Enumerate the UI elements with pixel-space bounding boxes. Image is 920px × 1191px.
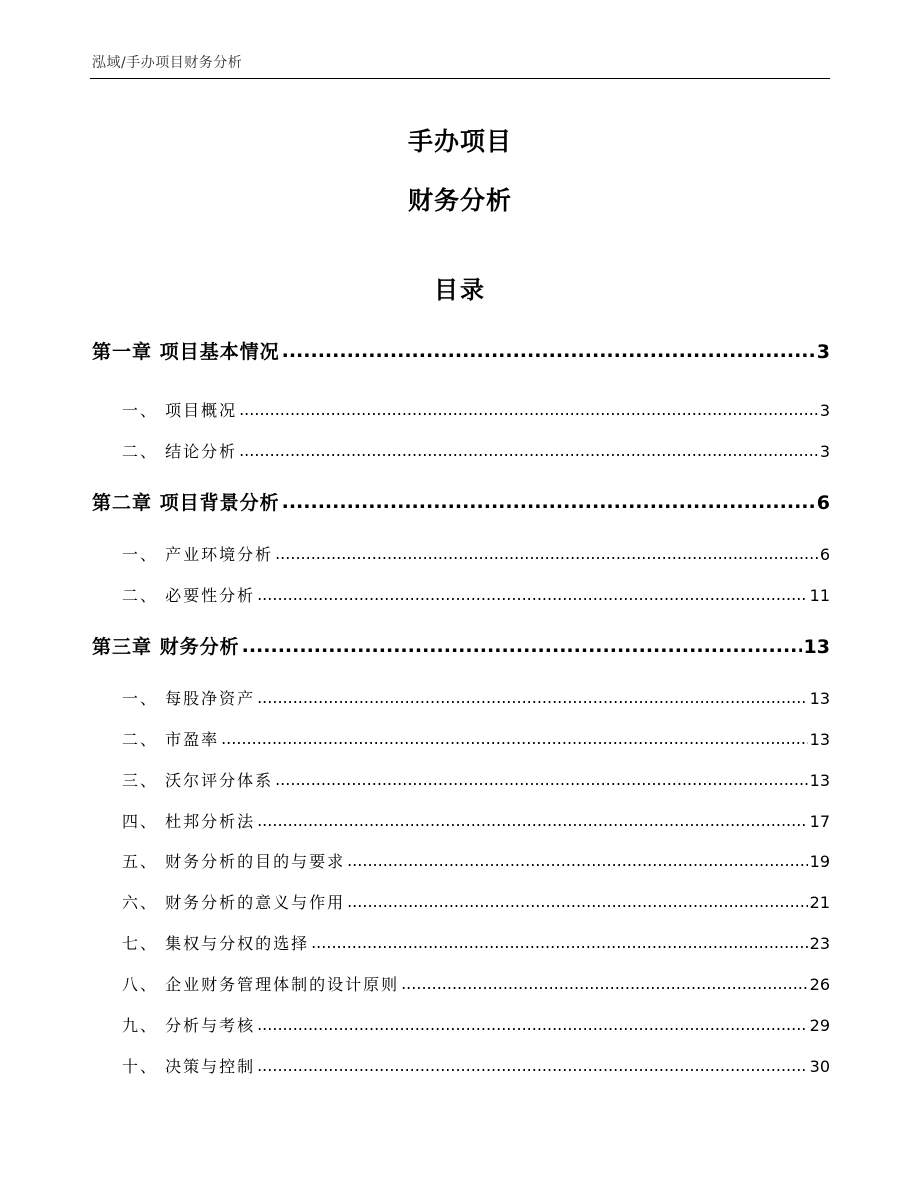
toc-entry-page: 3 xyxy=(816,341,830,363)
toc-section-3-1[interactable] xyxy=(92,686,830,709)
toc-chapter-3[interactable] xyxy=(92,632,830,659)
toc-chapter-1[interactable] xyxy=(92,337,830,364)
toc-entry-page: 29 xyxy=(809,1016,830,1035)
document-title-line-2: 财务分析 xyxy=(407,186,512,215)
toc-entry-label: 一、 每股净资产 xyxy=(122,689,256,708)
toc-heading: 目录 xyxy=(434,276,486,304)
toc-dot-leader xyxy=(239,441,818,460)
toc-entry-label: 一、 项目概况 xyxy=(122,401,238,420)
toc-dot-leader xyxy=(242,635,802,657)
toc-entry-page: 19 xyxy=(809,852,830,871)
toc-entry-page: 23 xyxy=(809,934,830,953)
toc-section-3-5[interactable] xyxy=(92,849,830,872)
toc-section-3-4[interactable] xyxy=(92,809,830,832)
toc-section-3-2[interactable] xyxy=(92,727,830,750)
toc-entry-label: 三、 沃尔评分体系 xyxy=(122,771,274,790)
toc-entry-page: 17 xyxy=(809,812,830,831)
toc-entry-page: 26 xyxy=(809,975,830,994)
toc-entry-page: 13 xyxy=(803,636,830,658)
toc-entry-label: 七、 集权与分权的选择 xyxy=(122,934,310,953)
toc-entry-label: 五、 财务分析的目的与要求 xyxy=(122,852,346,871)
toc-entry-page: 13 xyxy=(809,689,830,708)
toc-entry-page: 13 xyxy=(809,730,830,749)
toc-dot-leader xyxy=(401,974,808,993)
toc-entry-label: 二、 市盈率 xyxy=(122,730,220,749)
toc-dot-leader xyxy=(257,811,808,830)
toc-entry-label: 第二章 项目背景分析 xyxy=(92,492,280,514)
toc-entry-page: 21 xyxy=(809,893,830,912)
toc-dot-leader xyxy=(257,688,808,707)
toc-entry-page: 13 xyxy=(809,771,830,790)
toc-chapter-2[interactable] xyxy=(92,488,830,515)
toc-dot-leader xyxy=(239,400,818,419)
toc-dot-leader xyxy=(311,933,808,952)
toc-section-3-8[interactable] xyxy=(92,972,830,995)
toc-entry-label: 第一章 项目基本情况 xyxy=(92,341,280,363)
toc-dot-leader xyxy=(347,851,808,870)
toc-section-1-2[interactable] xyxy=(92,439,830,462)
toc-entry-label: 一、 产业环境分析 xyxy=(122,545,274,564)
toc-entry-page: 6 xyxy=(819,545,830,564)
toc-dot-leader xyxy=(275,770,808,789)
toc-entry-label: 十、 决策与控制 xyxy=(122,1057,256,1076)
toc-section-1-1[interactable] xyxy=(92,398,830,421)
toc-section-2-2[interactable] xyxy=(92,583,830,606)
toc-dot-leader xyxy=(282,340,815,362)
toc-entry-page: 3 xyxy=(819,442,830,461)
toc-dot-leader xyxy=(221,729,808,748)
toc-entry-label: 二、 必要性分析 xyxy=(122,586,256,605)
toc-entry-label: 第三章 财务分析 xyxy=(92,636,240,658)
toc-entry-page: 6 xyxy=(816,492,830,514)
toc-entry-page: 11 xyxy=(809,586,830,605)
toc-dot-leader xyxy=(257,1015,808,1034)
toc-entry-label: 二、 结论分析 xyxy=(122,442,238,461)
toc-section-3-10[interactable] xyxy=(92,1054,830,1077)
running-header: 泓域/手办项目财务分析 xyxy=(92,55,243,71)
toc-entry-label: 六、 财务分析的意义与作用 xyxy=(122,893,346,912)
toc-entry-label: 八、 企业财务管理体制的设计原则 xyxy=(122,975,400,994)
toc-section-3-3[interactable] xyxy=(92,768,830,791)
toc-entry-label: 四、 杜邦分析法 xyxy=(122,812,256,831)
toc-dot-leader xyxy=(282,491,815,513)
toc-section-3-9[interactable] xyxy=(92,1013,830,1036)
toc-dot-leader xyxy=(275,544,818,563)
toc-section-3-7[interactable] xyxy=(92,931,830,954)
toc-dot-leader xyxy=(257,1056,808,1075)
toc-section-3-6[interactable] xyxy=(92,890,830,913)
toc-dot-leader xyxy=(347,892,808,911)
document-title-line-1: 手办项目 xyxy=(407,127,512,156)
toc-dot-leader xyxy=(257,585,808,604)
toc-entry-page: 30 xyxy=(809,1057,830,1076)
table-of-contents xyxy=(92,0,830,1191)
toc-entry-page: 3 xyxy=(819,401,830,420)
toc-entry-label: 九、 分析与考核 xyxy=(122,1016,256,1035)
toc-section-2-1[interactable] xyxy=(92,542,830,565)
